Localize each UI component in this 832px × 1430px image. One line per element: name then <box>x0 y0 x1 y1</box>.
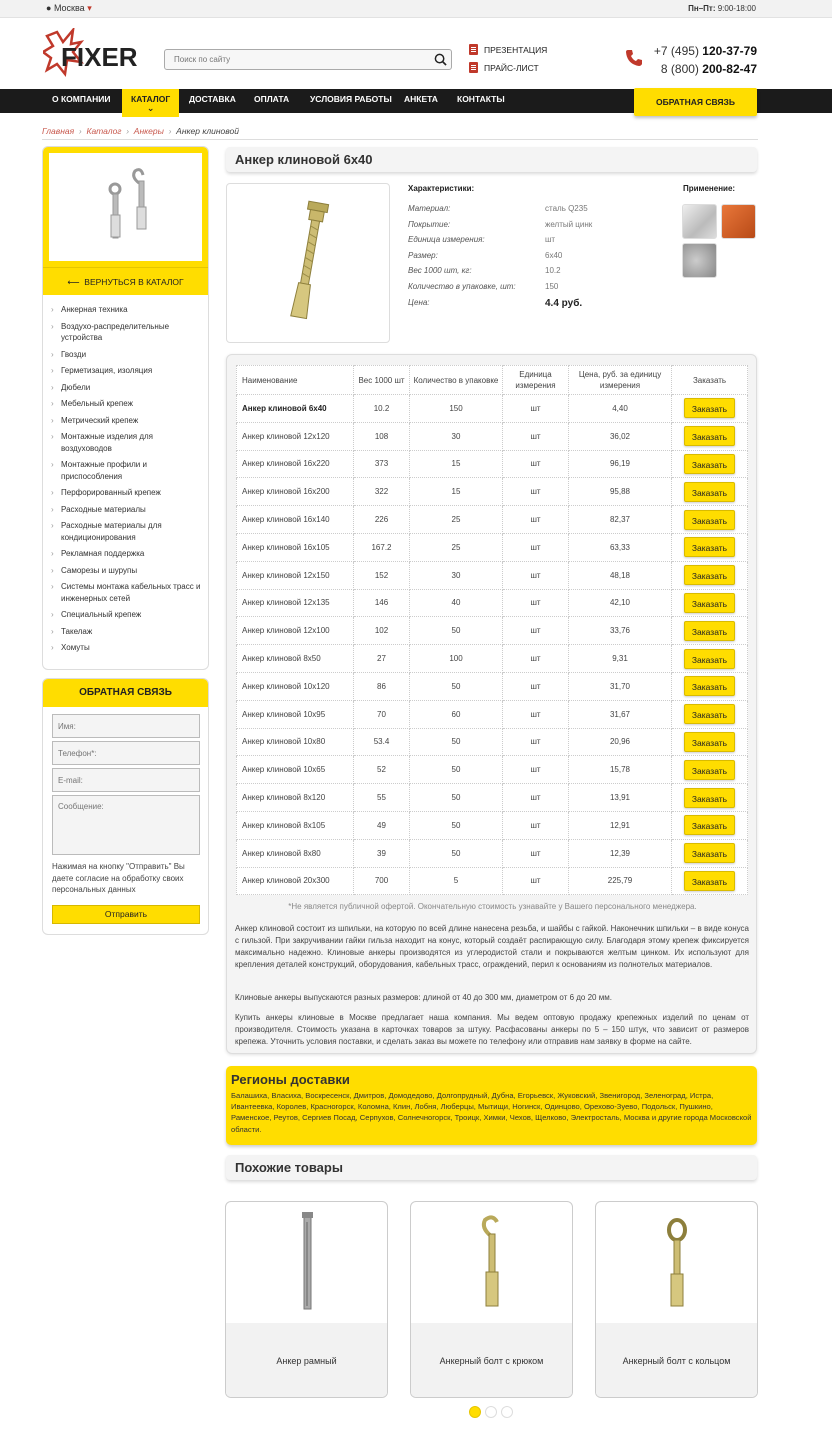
application-heading: Применение: <box>683 184 736 193</box>
price-label: Цена: <box>408 297 430 307</box>
table-cell: шт <box>503 533 569 561</box>
table-cell: 20,96 <box>569 728 672 756</box>
concrete-icon[interactable] <box>682 204 717 239</box>
table-cell: 27 <box>354 645 410 673</box>
table-cell: шт <box>503 422 569 450</box>
order-button[interactable]: Заказать <box>684 704 735 724</box>
order-button[interactable]: Заказать <box>684 871 735 891</box>
table-cell: шт <box>503 450 569 478</box>
application <box>683 184 763 193</box>
table-cell: шт <box>503 728 569 756</box>
table-cell: Анкер клиновой 16х220 <box>237 450 354 478</box>
table-cell: 60 <box>410 700 503 728</box>
order-button[interactable]: Заказать <box>684 398 735 418</box>
nav-contacts[interactable]: КОНТАКТЫ <box>457 94 505 104</box>
table-cell: шт <box>503 700 569 728</box>
sidebar-item[interactable]: › Гвозди <box>51 349 203 361</box>
table-cell: 225,79 <box>569 867 672 895</box>
category-image-frame <box>43 147 208 267</box>
phone-moscow[interactable] <box>654 42 757 60</box>
table-cell: Анкер клиновой 8х105 <box>237 811 354 839</box>
table-cell: Анкер клиновой 8х120 <box>237 784 354 812</box>
nav-about[interactable]: О КОМПАНИИ <box>52 94 111 104</box>
crumb-home[interactable]: Главная <box>42 126 75 136</box>
arrow-left-icon: ⟵ <box>67 277 80 287</box>
table-row <box>237 450 748 478</box>
table-cell: 50 <box>410 756 503 784</box>
table-cell: 373 <box>354 450 410 478</box>
table-cell: шт <box>503 867 569 895</box>
table-cell: 15 <box>410 450 503 478</box>
order-button[interactable]: Заказать <box>684 815 735 835</box>
table-cell: шт <box>503 561 569 589</box>
fixer-logo[interactable] <box>43 28 151 80</box>
table-cell: 700 <box>354 867 410 895</box>
table-row <box>237 839 748 867</box>
table-cell: шт <box>503 395 569 423</box>
crumb-catalog[interactable]: Каталог <box>86 126 122 136</box>
char-value: желтый цинк <box>545 219 593 229</box>
order-button[interactable]: Заказать <box>684 454 735 474</box>
table-cell: 15,78 <box>569 756 672 784</box>
search-input[interactable] <box>165 50 415 69</box>
top-bar <box>0 0 832 18</box>
table-cell: 30 <box>410 561 503 589</box>
table-cell: 146 <box>354 589 410 617</box>
order-cell <box>672 478 748 506</box>
table-cell: Анкер клиновой 16х200 <box>237 478 354 506</box>
table-cell: 12,91 <box>569 811 672 839</box>
phone-numbers <box>654 42 757 78</box>
table-cell: 10.2 <box>354 395 410 423</box>
table-cell: 25 <box>410 506 503 534</box>
table-row <box>237 672 748 700</box>
delivery-regions <box>226 1066 757 1145</box>
order-cell <box>672 617 748 645</box>
table-cell: шт <box>503 756 569 784</box>
table-cell: 82,37 <box>569 506 672 534</box>
breadcrumb: Главная › Каталог › Анкеры › Анкер клиновой <box>42 126 239 136</box>
column-header: Единица измерения <box>503 366 569 395</box>
order-cell <box>672 506 748 534</box>
order-cell <box>672 645 748 673</box>
divider <box>42 139 758 140</box>
carousel-dot-active[interactable] <box>469 1406 481 1418</box>
table-cell: 50 <box>410 811 503 839</box>
feedback-button[interactable]: ОБРАТНАЯ СВЯЗЬ <box>634 88 757 116</box>
price-table <box>236 365 748 895</box>
table-cell: шт <box>503 811 569 839</box>
order-button[interactable]: Заказать <box>684 565 735 585</box>
carousel-dot[interactable] <box>485 1406 497 1418</box>
order-cell <box>672 395 748 423</box>
table-row <box>237 867 748 895</box>
table-cell: 40 <box>410 589 503 617</box>
sidebar-item[interactable]: › Системы монтажа кабельных трасс и инженерных сетей <box>51 581 203 604</box>
order-cell <box>672 422 748 450</box>
description-paragraph: Купить анкеры клиновые в Москве предлагает наша компания. Мы ведем оптовую продажу крепежных изделий по ценам от производителя. Стоимость указана в карточках товаров за штуку. Расфасованы анкеры по 5 – 150 штук, что зависит от размеров крепежа. Уточнить условия поставки, и сделать заказ вы можете по телефону или отправив нам заявку в форме на сайте. <box>235 1013 749 1046</box>
table-row <box>237 700 748 728</box>
search-box[interactable] <box>164 49 452 70</box>
description-paragraph: Клиновые анкеры выпускаются разных размеров: длиной от 40 до 300 мм, диаметром от 6 до 20 мм. <box>235 993 612 1002</box>
phone-freecall[interactable] <box>654 60 757 78</box>
table-row <box>237 506 748 534</box>
table-row <box>237 478 748 506</box>
column-header: Количество в упаковке <box>410 366 503 395</box>
back-to-catalog-button[interactable] <box>43 267 208 295</box>
table-note: *Не является публичной офертой. Окончательную стоимость узнавайте у Вашего персонального менеджера. <box>288 902 697 911</box>
similar-title: Похожие товары <box>226 1155 757 1180</box>
phone-icon <box>624 48 644 68</box>
product-card-title: Анкер рамный <box>226 1323 387 1398</box>
sidebar-item[interactable]: › Хомуты <box>51 642 203 654</box>
table-cell: Анкер клиновой 8х80 <box>237 839 354 867</box>
sidebar-item[interactable]: › Воздухо-распределительные устройства <box>51 321 203 344</box>
order-cell <box>672 700 748 728</box>
carousel-dot[interactable] <box>501 1406 513 1418</box>
char-key: Размер: <box>408 250 438 260</box>
table-cell: 55 <box>354 784 410 812</box>
order-cell <box>672 811 748 839</box>
sidebar-item[interactable]: › Расходные материалы для кондиционирования <box>51 520 203 543</box>
search-icon[interactable] <box>434 53 447 66</box>
sidebar-item[interactable]: › Анкерная техника <box>51 304 203 316</box>
phone1-number: 120-37-79 <box>702 44 757 58</box>
nav-catalog[interactable]: КАТАЛОГ ⌄ <box>122 89 179 117</box>
logo-text: FIXER <box>61 42 138 72</box>
order-cell <box>672 867 748 895</box>
order-button[interactable]: Заказать <box>684 732 735 752</box>
table-cell: 15 <box>410 478 503 506</box>
order-button[interactable]: Заказать <box>684 537 735 557</box>
sidebar-item[interactable]: › Рекламная поддержка <box>51 548 203 560</box>
table-cell: 96,19 <box>569 450 672 478</box>
char-value: шт <box>545 235 556 245</box>
hook-bolt-image <box>411 1202 573 1323</box>
table-row <box>237 756 748 784</box>
char-value: сталь Q235 <box>545 204 588 213</box>
table-cell: Анкер клиновой 6х40 <box>237 395 354 423</box>
table-cell: 25 <box>410 533 503 561</box>
order-cell <box>672 672 748 700</box>
characteristics-heading: Характеристики: <box>408 184 475 193</box>
table-cell: 13,91 <box>569 784 672 812</box>
table-cell: 50 <box>410 839 503 867</box>
sidebar-item[interactable]: › Такелаж <box>51 626 203 638</box>
nav-delivery[interactable]: ДОСТАВКА <box>189 94 236 104</box>
order-cell <box>672 450 748 478</box>
table-header-row <box>237 366 748 395</box>
product-card-title: Анкерный болт с кольцом <box>596 1323 757 1398</box>
sidebar-item[interactable]: › Дюбели <box>51 382 203 394</box>
table-cell: Анкер клиновой 12х135 <box>237 589 354 617</box>
nav-survey[interactable]: АНКЕТА <box>404 94 438 104</box>
table-cell: 50 <box>410 728 503 756</box>
char-key: Единица измерения: <box>408 235 485 245</box>
table-row <box>237 617 748 645</box>
order-button[interactable]: Заказать <box>684 482 735 502</box>
product-card-title: Анкерный болт с крюком <box>411 1323 572 1398</box>
product-card[interactable] <box>595 1201 758 1398</box>
table-cell: 100 <box>410 645 503 673</box>
table-cell: Анкер клиновой 12х100 <box>237 617 354 645</box>
table-cell: 226 <box>354 506 410 534</box>
order-cell <box>672 533 748 561</box>
column-header: Вес 1000 шт <box>354 366 410 395</box>
table-cell: шт <box>503 506 569 534</box>
sidebar-item[interactable]: › Монтажные изделия для воздуховодов <box>51 431 203 454</box>
table-row <box>237 561 748 589</box>
table-cell: 48,18 <box>569 561 672 589</box>
table-body <box>237 395 748 895</box>
table-cell: 4,40 <box>569 395 672 423</box>
table-row <box>237 533 748 561</box>
column-header: Наименование <box>237 366 354 395</box>
table-cell: Анкер клиновой 12х150 <box>237 561 354 589</box>
order-button[interactable]: Заказать <box>684 593 735 613</box>
table-cell: 70 <box>354 700 410 728</box>
table-cell: 33,76 <box>569 617 672 645</box>
table-cell: 50 <box>410 784 503 812</box>
order-button[interactable]: Заказать <box>684 788 735 808</box>
table-cell: 5 <box>410 867 503 895</box>
table-cell: Анкер клиновой 12х120 <box>237 422 354 450</box>
back-to-catalog-label: ВЕРНУТЬСЯ В КАТАЛОГ <box>84 277 184 287</box>
order-button[interactable]: Заказать <box>684 649 735 669</box>
table-cell: 50 <box>410 672 503 700</box>
order-button[interactable]: Заказать <box>684 510 735 530</box>
product-card[interactable] <box>410 1201 573 1398</box>
table-cell: 49 <box>354 811 410 839</box>
table-cell: шт <box>503 839 569 867</box>
column-header: Цена, руб. за единицу измерения <box>569 366 672 395</box>
presentation-link[interactable] <box>469 44 547 55</box>
pricelist-label: ПРАЙС-ЛИСТ <box>484 62 539 73</box>
table-row <box>237 784 748 812</box>
email-field[interactable] <box>52 768 200 792</box>
order-cell <box>672 756 748 784</box>
table-cell: шт <box>503 617 569 645</box>
char-key: Покрытие: <box>408 219 451 229</box>
nav-terms[interactable]: УСЛОВИЯ РАБОТЫ <box>310 94 392 104</box>
city-name: Москва <box>53 3 85 13</box>
wedge-anchor-image <box>227 184 389 342</box>
crumb-current: Анкер клиновой <box>176 126 239 136</box>
submit-button[interactable]: Отправить <box>52 905 200 924</box>
frame-anchor-image <box>226 1202 388 1323</box>
table-row <box>237 395 748 423</box>
table-cell: 63,33 <box>569 533 672 561</box>
char-row <box>408 282 678 298</box>
nav-payment[interactable]: ОПЛАТА <box>254 94 290 104</box>
sidebar-item[interactable]: › Саморезы и шурупы <box>51 565 203 577</box>
dropdown-arrow-icon: ▾ <box>87 3 92 13</box>
char-key: Количество в упаковке, шт: <box>408 281 516 291</box>
feedback-form-title: ОБРАТНАЯ СВЯЗЬ <box>43 679 208 707</box>
phone2-number: 200-82-47 <box>702 62 757 76</box>
characteristics <box>408 184 678 313</box>
order-cell <box>672 728 748 756</box>
table-cell: 102 <box>354 617 410 645</box>
phone2-prefix: 8 (800) <box>660 62 699 76</box>
char-value: 10.2 <box>545 266 561 276</box>
order-cell <box>672 561 748 589</box>
order-button[interactable]: Заказать <box>684 426 735 446</box>
table-row <box>237 645 748 673</box>
table-cell: 42,10 <box>569 589 672 617</box>
consent-text: Нажимая на кнопку "Отправить" Вы даете согласие на обработку своих персональных данных <box>52 862 185 894</box>
char-key: Вес 1000 шт, кг: <box>408 266 472 276</box>
table-row <box>237 728 748 756</box>
hours-label: Пн–Пт: <box>688 4 716 13</box>
regions-title: Регионы доставки <box>231 1072 350 1087</box>
phone-field[interactable] <box>52 741 200 765</box>
table-row <box>237 811 748 839</box>
table-cell: Анкер клиновой 10х80 <box>237 728 354 756</box>
char-key: Материал: <box>408 204 451 213</box>
table-cell: шт <box>503 672 569 700</box>
table-row <box>237 422 748 450</box>
city-selector[interactable] <box>46 3 92 14</box>
presentation-label: ПРЕЗЕНТАЦИЯ <box>484 44 548 55</box>
pdf-file-icon <box>469 44 478 55</box>
table-cell: 108 <box>354 422 410 450</box>
order-button[interactable]: Заказать <box>684 676 735 696</box>
order-button[interactable]: Заказать <box>684 843 735 863</box>
sidebar-item[interactable]: › Герметизация, изоляция <box>51 365 203 377</box>
char-row <box>408 251 678 267</box>
table-cell: Анкер клиновой 10х120 <box>237 672 354 700</box>
price-table-box <box>226 354 757 1054</box>
table-cell: шт <box>503 784 569 812</box>
sidebar-item[interactable]: › Перфорированный крепеж <box>51 487 203 499</box>
working-hours <box>688 4 756 13</box>
order-button[interactable]: Заказать <box>684 760 735 780</box>
char-row <box>408 235 678 251</box>
char-row <box>408 220 678 236</box>
order-cell <box>672 589 748 617</box>
table-cell: 167.2 <box>354 533 410 561</box>
message-field[interactable] <box>52 795 200 855</box>
table-cell: 53.4 <box>354 728 410 756</box>
table-cell: 322 <box>354 478 410 506</box>
table-cell: Анкер клиновой 20х300 <box>237 867 354 895</box>
table-cell: 36,02 <box>569 422 672 450</box>
table-cell: 50 <box>410 617 503 645</box>
pricelist-link[interactable] <box>469 62 539 73</box>
eye-bolt-image <box>596 1202 758 1323</box>
crumb-anchors[interactable]: Анкеры <box>133 126 164 136</box>
table-cell: 52 <box>354 756 410 784</box>
table-cell: Анкер клиновой 16х140 <box>237 506 354 534</box>
table-cell: Анкер клиновой 10х65 <box>237 756 354 784</box>
order-cell <box>672 839 748 867</box>
location-pin-icon: ● <box>46 3 52 13</box>
feedback-form <box>42 678 209 935</box>
page-title: Анкер клиновой 6х40 <box>226 147 757 172</box>
table-cell: 86 <box>354 672 410 700</box>
sidebar-item[interactable]: › Метрический крепеж <box>51 415 203 427</box>
regions-text: Балашиха, Власиха, Воскресенск, Дмитров, Домодедово, Долгопрудный, Дубна, Егорьевск, Жуковский, Звенигород, Зеленоград, Истра, Ивантеевка, Королев, Красногорск, Коломна, Клин, Лобня, Люберцы, Мытищи, Ногинск, Одинцово, Орехово-Зуево, Подольск, Пушкино, Раменское, Реутов, Сергиев Посад, Серпухов, Солнечногорск, Троицк, Химки, Чехов, Щелково, Электросталь, Москва и другие города Московской области. <box>231 1091 752 1134</box>
sidebar-item[interactable]: › Монтажные профили и приспособления <box>51 459 203 482</box>
table-cell: 31,70 <box>569 672 672 700</box>
char-row <box>408 204 678 220</box>
description-paragraph: Анкер клиновой состоит из шпильки, на которую по всей длине нанесена резьба, и шайбы с гайкой. Наконечник шпильки – в виде конуса с гильзой. При закручивании гайки гильза находит на конус, который создаёт распирающую силу. Благодаря этому крепеж фиксируется максимально надежно. Клиновые анкеры производятся из углеродистой стали и покрываются желтым цинком. Их используют для крепления деталей конструкций, оборудования, кабельных трасс, ограждений, перил к основаниям из полнотелых материалов. <box>235 924 749 969</box>
table-cell: 39 <box>354 839 410 867</box>
column-header: Заказать <box>672 366 748 395</box>
phone1-prefix: +7 (495) <box>653 44 699 58</box>
char-row <box>408 266 678 282</box>
table-cell: 12,39 <box>569 839 672 867</box>
price-row <box>408 298 678 314</box>
anchor-hooks-image <box>49 153 202 261</box>
table-cell: 95,88 <box>569 478 672 506</box>
table-cell: Анкер клиновой 8х50 <box>237 645 354 673</box>
table-cell: 31,67 <box>569 700 672 728</box>
char-value: 6х40 <box>545 250 563 260</box>
price-value: 4.4 руб. <box>545 297 583 309</box>
hours-value: 9:00-18:00 <box>717 4 756 13</box>
char-value: 150 <box>545 281 559 291</box>
order-button[interactable]: Заказать <box>684 621 735 641</box>
stone-icon[interactable] <box>682 243 717 278</box>
table-row <box>237 589 748 617</box>
table-cell: шт <box>503 645 569 673</box>
sidebar-item[interactable]: › Расходные материалы <box>51 504 203 516</box>
catalog-sidebar <box>42 146 209 670</box>
name-field[interactable] <box>52 714 200 738</box>
table-cell: 150 <box>410 395 503 423</box>
sidebar-item[interactable]: › Мебельный крепеж <box>51 398 203 410</box>
product-image[interactable] <box>226 183 390 343</box>
sidebar-item[interactable]: › Специальный крепеж <box>51 609 203 621</box>
category-list <box>51 304 203 659</box>
table-cell: шт <box>503 478 569 506</box>
table-cell: 9,31 <box>569 645 672 673</box>
table-cell: Анкер клиновой 16х105 <box>237 533 354 561</box>
product-card[interactable] <box>225 1201 388 1398</box>
brick-icon[interactable] <box>721 204 756 239</box>
table-cell: 30 <box>410 422 503 450</box>
document-file-icon <box>469 62 478 73</box>
order-cell <box>672 784 748 812</box>
table-cell: Анкер клиновой 10х95 <box>237 700 354 728</box>
table-cell: 152 <box>354 561 410 589</box>
table-cell: шт <box>503 589 569 617</box>
